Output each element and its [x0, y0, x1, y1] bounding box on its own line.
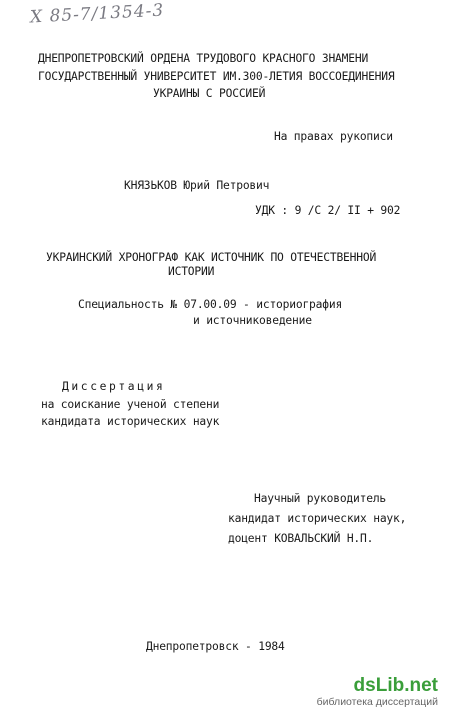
degree-line-2: кандидата исторических наук	[41, 415, 220, 428]
university-name-line-1: ДНЕПРОПЕТРОВСКИЙ ОРДЕНА ТРУДОВОГО КРАСНОГО ЗНАМЕНИ	[38, 52, 369, 65]
specialty-line-1: Специальность № 07.00.09 - историография	[78, 298, 343, 311]
dissertation-title-line-2: ИСТОРИИ	[168, 265, 215, 278]
supervisor-line-3: доцент КОВАЛЬСКИЙ Н.П.	[228, 532, 374, 545]
site-watermark	[317, 676, 438, 708]
dissertation-heading: Диссертация	[62, 380, 166, 393]
dslib-tagline: библиотека диссертаций	[316, 696, 438, 708]
dslib-logo: dsLib.net	[353, 675, 438, 696]
handwritten-catalog-number: Х 85-7/1354-3	[29, 0, 165, 28]
university-name-line-3: УКРАИНЫ С РОССИЕЙ	[153, 87, 266, 100]
manuscript-rights-note: На правах рукописи	[274, 130, 393, 143]
author-name: КНЯЗЬКОВ Юрий Петрович	[124, 179, 270, 192]
dissertation-title-line-1: УКРАИНСКИЙ ХРОНОГРАФ КАК ИСТОЧНИК ПО ОТЕЧЕСТВЕННОЙ	[46, 251, 377, 264]
degree-line-1: на соискание ученой степени	[41, 398, 220, 411]
specialty-line-2: и источниковедение	[193, 314, 312, 327]
udk-code: УДК : 9 /С 2/ II + 902	[255, 204, 401, 217]
supervisor-line-2: кандидат исторических наук,	[228, 512, 407, 525]
supervisor-line-1: Научный руководитель	[254, 492, 387, 505]
university-name-line-2: ГОСУДАРСТВЕННЫЙ УНИВЕРСИТЕТ ИМ.300-ЛЕТИЯ ВОССОЕДИНЕНИЯ	[38, 70, 395, 83]
city-and-year: Днепропетровск - 1984	[146, 640, 285, 653]
